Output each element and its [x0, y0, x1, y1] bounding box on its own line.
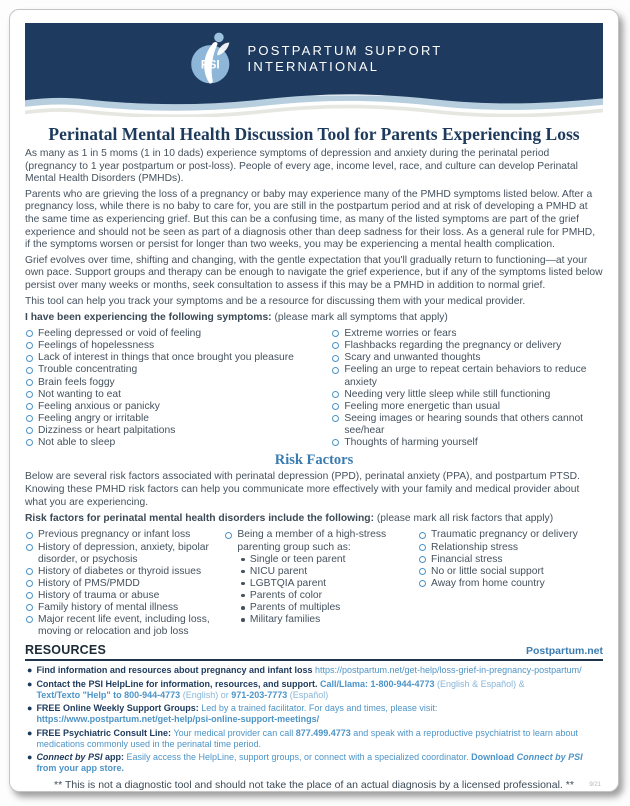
item-label: Relationship stress	[431, 541, 519, 553]
item-label: History of depression, anxiety, bipolar disorder, or psychosis	[38, 541, 209, 565]
item-label: Previous pregnancy or infant loss	[38, 529, 191, 541]
checkbox-circle-icon[interactable]	[26, 568, 33, 575]
checkbox-item[interactable]	[25, 578, 224, 590]
risk-factor-columns	[25, 529, 603, 638]
version-label: 9/21	[589, 782, 601, 789]
item-label: Feeling depressed or void of feeling	[38, 328, 202, 340]
checkbox-circle-icon[interactable]	[26, 580, 33, 587]
resource-item	[25, 703, 603, 725]
checkbox-item[interactable]	[331, 364, 603, 388]
inline-link[interactable]: https://www.postpartum.net/get-help/psi-online-support-meetings/	[36, 714, 320, 725]
checkbox-circle-icon[interactable]	[332, 439, 339, 446]
inline-link[interactable]: https://postpartum.net/get-help/loss-grief-in-pregnancy-postpartum/	[314, 665, 582, 676]
checkbox-item[interactable]	[418, 542, 603, 554]
bullet-icon: ●	[27, 678, 33, 689]
item-label: Feeling an urge to repeat certain behaviors to reduce anxiety	[344, 364, 587, 388]
text-run: (please mark all symptoms that apply)	[271, 312, 448, 324]
item-label: Being a member of a high-stress parenting group such as:	[237, 529, 387, 553]
logo-figure-head-icon	[214, 33, 224, 43]
item-label: Not wanting to eat	[38, 388, 121, 400]
checkbox-item[interactable]	[25, 602, 224, 614]
symptoms-column-left	[25, 328, 331, 449]
risk-factors-intro: Below are several risk factors associated with perinatal depression (PPD), perinatal anxiety (PPA), and postpartum PTSD. Knowing these PMHD risk factors can help you communicate more effectively with your family and medical provider about what you are experiencing.	[25, 471, 580, 508]
symptoms-column-right	[331, 328, 603, 449]
checkbox-circle-icon[interactable]	[26, 439, 33, 446]
inline-link[interactable]: Text/Texto "Help" to 800-944-4773	[36, 689, 183, 700]
psi-logo	[186, 31, 443, 87]
item-label: LGBTQIA parent	[249, 577, 327, 589]
checkbox-circle-icon[interactable]	[26, 427, 33, 434]
checkbox-item[interactable]	[25, 437, 331, 449]
resource-text	[36, 679, 524, 701]
psi-logo-icon	[186, 31, 238, 87]
item-label: Feeling anxious or panicky	[38, 400, 160, 412]
item-label: Scary and unwanted thoughts	[344, 352, 481, 364]
resource-text	[36, 703, 437, 725]
resource-item	[25, 752, 603, 774]
bullet-icon: ●	[27, 727, 33, 738]
checkbox-circle-icon[interactable]	[26, 544, 33, 551]
resources-divider	[25, 659, 603, 661]
resources-header	[25, 643, 603, 657]
checkbox-item[interactable]	[331, 352, 603, 364]
resource-text	[36, 665, 581, 676]
text-run: Easily access the HelpLine, support groups, or connect with a specialized coordinator.	[126, 752, 472, 763]
resource-item	[25, 665, 603, 676]
postpartum-net-link[interactable]: Postpartum.net	[525, 645, 603, 658]
checkbox-circle-icon[interactable]	[332, 391, 339, 398]
resource-item	[25, 679, 603, 701]
checkbox-circle-icon[interactable]	[26, 367, 33, 374]
item-label: Lack of interest in things that once brought you pleasure	[38, 352, 294, 364]
item-label: Trouble concentrating	[38, 364, 138, 376]
item-label: Feeling more energetic than usual	[344, 400, 501, 412]
checkbox-item[interactable]	[331, 389, 603, 401]
bullet-icon	[241, 618, 245, 622]
resources-title: RESOURCES	[25, 643, 106, 658]
bullet-icon	[241, 582, 245, 586]
checkbox-circle-icon[interactable]	[419, 532, 426, 539]
risk-factors-prompt	[25, 512, 603, 525]
item-label: Away from home country	[431, 577, 545, 589]
checkbox-item[interactable]	[25, 352, 331, 364]
item-label: Flashbacks regarding the pregnancy or delivery	[344, 340, 562, 352]
page-title: Perinatal Mental Health Discussion Tool for Parents Experiencing Loss	[48, 124, 580, 144]
bullet-icon: ●	[27, 752, 33, 763]
symptoms-columns	[25, 328, 603, 449]
checkbox-circle-icon[interactable]	[26, 403, 33, 410]
bullet-item	[239, 614, 418, 626]
intro-paragraph: Grief evolves over time, shifting and changing, with the gentle expectation that you'll gradually return to functioning—at your own pace. Support groups and therapy can be enough to navigate the grief experience, but if any of the symptoms listed below persist over many weeks or months, seek consultation to assess if this may be a PMHD in addition to normal grief.	[25, 254, 603, 291]
risk-factors-heading: Risk Factors	[274, 452, 354, 469]
risk-column-1	[25, 529, 224, 638]
checkbox-circle-icon[interactable]	[26, 415, 33, 422]
disclaimer-text: ** This is not a diagnostic tool and should not take the place of an actual diagnosis by a licensed professional. **	[54, 779, 574, 792]
disclaimer	[25, 779, 603, 791]
text-run: Contact the PSI HelpLine for information, resources, and support.	[36, 678, 320, 689]
banner-navy-band	[25, 23, 603, 89]
org-name-line1: POSTPARTUM SUPPORT	[247, 43, 443, 58]
text-run: (English) or	[182, 689, 232, 700]
checkbox-item[interactable]	[25, 425, 331, 437]
checkbox-circle-icon[interactable]	[332, 367, 339, 374]
intro-paragraph: This tool can help you track your symptoms and be a resource for discussing them with your medical provider.	[25, 295, 526, 307]
intro-paragraph: Parents who are grieving the loss of a pregnancy or baby may experience many of the PMHD symptoms listed below. After a pregnancy loss, while there is no baby to care for, you are still in the postpartum period and at risk of developing a PMHD at the same time as experiencing grief. But this can be a confusing time, as many of the listed symptoms are part of the grief experience and should not be seen as part of a diagnosis other than deep sadness for their loss. As a general rule for PMHD, if the symptoms worsen or persist for longer than two weeks, you may be experiencing a mental health complication.	[25, 188, 596, 251]
intro-paragraph: As many as 1 in 5 moms (1 in 10 dads) experience symptoms of depression and anxiety during the perinatal period (pregnancy to 1 year postpartum or post-loss). People of every age, income level, race, and culture can develop Perinatal Mental Health Disorders (PMHDs).	[25, 148, 578, 185]
text-run: from your app store.	[36, 763, 124, 774]
checkbox-item[interactable]	[331, 401, 603, 413]
checkbox-item[interactable]	[331, 328, 603, 340]
item-label: Thoughts of harming yourself	[344, 436, 478, 448]
text-run: FREE Online Weekly Support Groups:	[36, 703, 202, 714]
checkbox-circle-icon[interactable]	[419, 556, 426, 563]
inline-link[interactable]: 971-203-7773	[231, 689, 290, 700]
item-label: Extreme worries or fears	[344, 328, 457, 340]
text-run: and speak with a reproductive psychiatrist to learn about medications commonly used in the perinatal time period.	[36, 727, 578, 749]
checkbox-item[interactable]	[418, 529, 603, 541]
checkbox-item[interactable]	[331, 437, 603, 449]
text-run: (Español)	[289, 689, 329, 700]
checkbox-circle-icon[interactable]	[26, 616, 33, 623]
text-run: I have been experiencing the following symptoms:	[25, 312, 272, 324]
checkbox-circle-icon[interactable]	[26, 342, 33, 349]
text-run: Find information and resources about pregnancy and infant loss	[36, 665, 315, 676]
checkbox-circle-icon[interactable]	[26, 604, 33, 611]
checkbox-circle-icon[interactable]	[332, 415, 339, 422]
bullet-icon: ●	[27, 665, 33, 676]
checkbox-circle-icon[interactable]	[332, 403, 339, 410]
checkbox-circle-icon[interactable]	[26, 355, 33, 362]
checkbox-circle-icon[interactable]	[26, 532, 33, 539]
checkbox-circle-icon[interactable]	[26, 391, 33, 398]
item-label: Dizziness or heart palpitations	[38, 424, 176, 436]
bullet-icon	[241, 594, 245, 598]
checkbox-item[interactable]	[25, 413, 331, 425]
item-label: Feeling angry or irritable	[38, 412, 150, 424]
wave-decoration-icon	[25, 89, 603, 117]
item-label: Not able to sleep	[38, 436, 116, 448]
risk-column-3	[418, 529, 603, 638]
bullet-icon	[241, 606, 245, 610]
checkbox-circle-icon[interactable]	[26, 330, 33, 337]
text-run: Led by a trained facilitator. For days and times, please visit:	[201, 703, 438, 714]
item-label: Financial stress	[431, 553, 503, 565]
item-label: Seeing images or hearing sounds that others cannot see/hear	[344, 412, 584, 436]
text-run: Download	[471, 752, 517, 763]
inline-link[interactable]: Call/Llama: 1-800-944-4773	[319, 678, 438, 689]
checkbox-circle-icon[interactable]	[225, 532, 232, 539]
checkbox-item[interactable]	[418, 554, 603, 566]
checkbox-item[interactable]	[418, 566, 603, 578]
resource-text	[36, 752, 603, 774]
checkbox-circle-icon[interactable]	[419, 544, 426, 551]
bullet-item	[239, 602, 418, 614]
checkbox-item[interactable]	[25, 590, 224, 602]
checkbox-circle-icon[interactable]	[26, 592, 33, 599]
item-label: Major recent life event, including loss, moving or relocation and job loss	[38, 614, 210, 638]
inline-link[interactable]: 877.499.4773	[295, 727, 351, 738]
org-name	[248, 43, 443, 75]
checkbox-circle-icon[interactable]	[419, 568, 426, 575]
item-label: History of PMS/PMDD	[38, 577, 140, 589]
bullet-item	[239, 554, 418, 566]
bullet-item	[239, 578, 418, 590]
text-run: FREE Psychiatric Consult Line:	[36, 727, 174, 738]
checkbox-item[interactable]	[25, 614, 224, 638]
checkbox-item[interactable]	[25, 328, 331, 340]
checkbox-circle-icon[interactable]	[332, 355, 339, 362]
risk-column-2	[224, 529, 418, 638]
resource-text	[36, 728, 603, 750]
checkbox-circle-icon[interactable]	[419, 580, 426, 587]
parenting-group-sublist	[239, 554, 418, 627]
checkbox-item[interactable]	[25, 542, 224, 566]
document-page	[9, 9, 619, 792]
checkbox-item[interactable]	[25, 364, 331, 376]
checkbox-circle-icon[interactable]	[26, 379, 33, 386]
header-banner	[25, 23, 603, 117]
resource-item	[25, 728, 603, 750]
item-label: Parents of color	[249, 589, 323, 601]
item-label: NICU parent	[249, 565, 308, 577]
item-label: Military families	[249, 614, 321, 626]
bullet-icon	[241, 570, 245, 574]
symptoms-prompt	[25, 311, 603, 324]
checkbox-item[interactable]	[418, 578, 603, 590]
text-run: Risk factors for perinatal mental health disorders include the following:	[25, 513, 375, 525]
checkbox-item[interactable]	[25, 340, 331, 352]
org-name-line2: INTERNATIONAL	[247, 59, 380, 74]
logo-psi-text: PSI	[200, 58, 220, 72]
bullet-icon: ●	[27, 703, 33, 714]
item-label: Feelings of hopelessness	[38, 340, 155, 352]
risk-checkbox-item[interactable]	[224, 529, 418, 553]
item-label: Parents of multiples	[249, 602, 341, 614]
text-run: Connect by PSI	[36, 752, 103, 763]
checkbox-item[interactable]	[25, 377, 331, 389]
item-label: Family history of mental illness	[38, 602, 179, 614]
item-label: No or little social support	[431, 565, 544, 577]
text-run: Connect by PSI	[516, 752, 583, 763]
checkbox-item[interactable]	[25, 401, 331, 413]
resources-list	[25, 665, 603, 774]
checkbox-item[interactable]	[25, 566, 224, 578]
checkbox-circle-icon[interactable]	[332, 342, 339, 349]
checkbox-circle-icon[interactable]	[332, 330, 339, 337]
bullet-item	[239, 566, 418, 578]
text-run: (please mark all risk factors that apply)	[374, 513, 554, 525]
text-run: app:	[102, 752, 127, 763]
bullet-item	[239, 590, 418, 602]
text-run: Your medical provider can call	[173, 727, 296, 738]
item-label: History of trauma or abuse	[38, 589, 160, 601]
checkbox-item[interactable]	[25, 529, 224, 541]
item-label: Needing very little sleep while still functioning	[344, 388, 551, 400]
item-label: History of diabetes or thyroid issues	[38, 565, 202, 577]
checkbox-item[interactable]	[331, 413, 603, 437]
item-label: Brain feels foggy	[38, 376, 115, 388]
checkbox-item[interactable]	[331, 340, 603, 352]
bullet-icon	[241, 558, 245, 562]
item-label: Traumatic pregnancy or delivery	[431, 529, 578, 541]
text-run: (English & Español) &	[437, 678, 525, 689]
checkbox-item[interactable]	[25, 389, 331, 401]
item-label: Single or teen parent	[249, 553, 346, 565]
intro-section	[25, 148, 603, 308]
